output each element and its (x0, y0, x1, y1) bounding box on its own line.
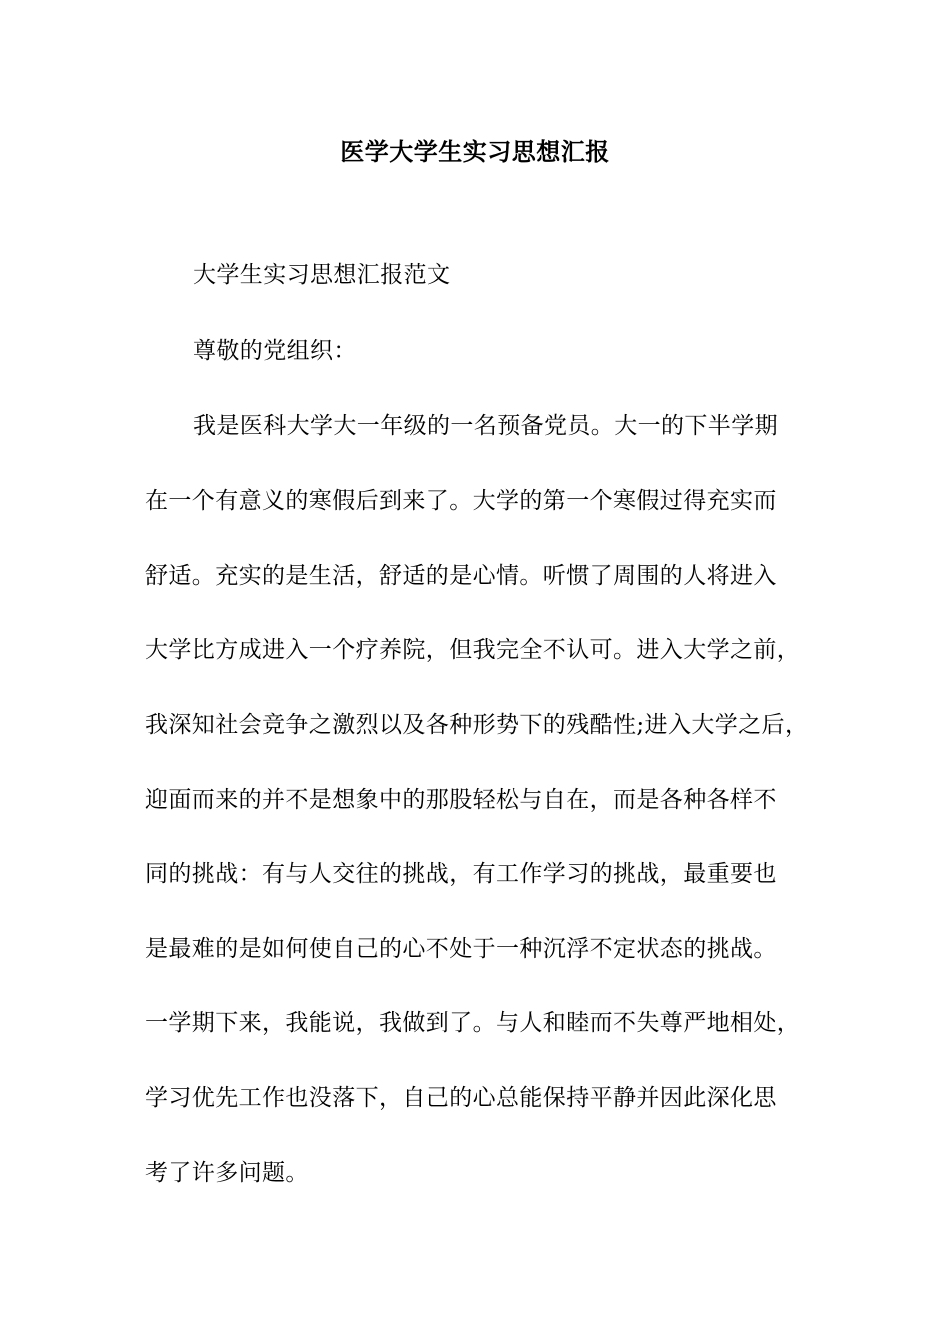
body-line: 舒适。充实的是生活，舒适的是心情。听惯了周围的人将进入 (145, 563, 777, 589)
body-line: 我深知社会竞争之激烈以及各种形势下的残酷性;进入大学之后， (145, 712, 809, 738)
body-line: 一学期下来，我能说，我做到了。与人和睦而不失尊严地相处， (145, 1010, 801, 1036)
body-line: 我是医科大学大一年级的一名预备党员。大一的下半学期 (193, 413, 778, 439)
body-line: 大学比方成进入一个疗养院，但我完全不认可。进入大学之前， (145, 637, 801, 663)
body-line: 是最难的是如何使自己的心不处于一种沉浮不定状态的挑战。 (145, 936, 777, 962)
body-line: 考了许多问题。 (145, 1160, 309, 1186)
document-subtitle: 大学生实习思想汇报范文 (193, 262, 451, 288)
body-line: 在一个有意义的寒假后到来了。大学的第一个寒假过得充实而 (145, 488, 777, 514)
body-line: 学习优先工作也没落下，自己的心总能保持平静并因此深化思 (145, 1085, 777, 1111)
document-title: 医学大学生实习思想汇报 (340, 137, 610, 166)
salutation: 尊敬的党组织： (193, 338, 357, 364)
body-line: 迎面而来的并不是想象中的那股轻松与自在，而是各种各样不 (145, 787, 777, 813)
body-line: 同的挑战：有与人交往的挑战，有工作学习的挑战，最重要也 (145, 861, 777, 887)
